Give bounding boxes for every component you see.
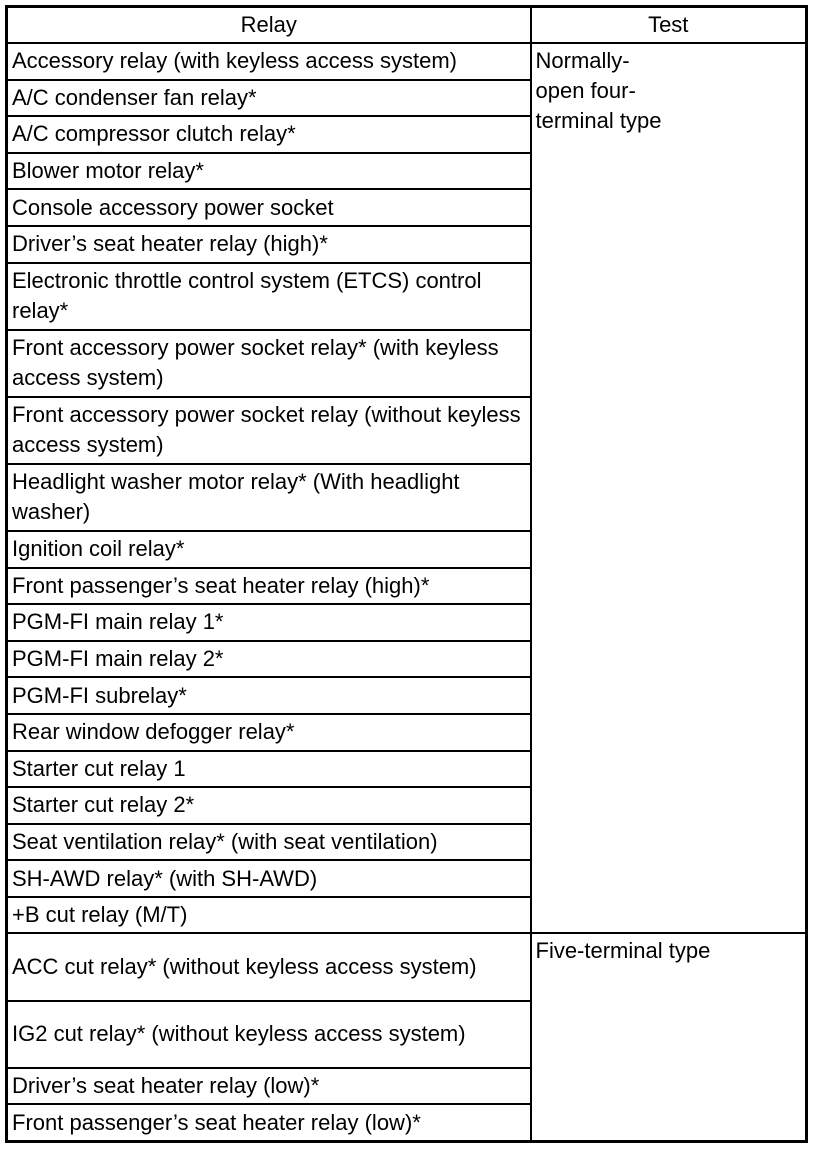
- relay-cell: Console accessory power socket: [7, 189, 531, 226]
- relay-cell: Electronic throttle control system (ETCS) control relay*: [7, 263, 531, 330]
- relay-cell: PGM-FI subrelay*: [7, 677, 531, 714]
- relay-cell: Starter cut relay 2*: [7, 787, 531, 824]
- relay-cell: Front passenger’s seat heater relay (high)*: [7, 568, 531, 605]
- relay-cell: Ignition coil relay*: [7, 531, 531, 568]
- table-row: [7, 933, 807, 1000]
- relay-cell: Seat ventilation relay* (with seat ventilation): [7, 824, 531, 861]
- relay-cell: Blower motor relay*: [7, 153, 531, 190]
- relay-test-table: [5, 5, 808, 1143]
- relay-cell: Front accessory power socket relay (without keyless access system): [7, 397, 531, 464]
- relay-cell: +B cut relay (M/T): [7, 897, 531, 934]
- relay-cell: IG2 cut relay* (without keyless access system): [7, 1001, 531, 1068]
- relay-cell: A/C condenser fan relay*: [7, 80, 531, 117]
- test-type-cell: [531, 933, 807, 1141]
- relay-cell: PGM-FI main relay 1*: [7, 604, 531, 641]
- relay-cell: SH-AWD relay* (with SH-AWD): [7, 860, 531, 897]
- test-type-cell: [531, 43, 807, 933]
- table-body: [7, 43, 807, 1142]
- relay-cell: Driver’s seat heater relay (low)*: [7, 1068, 531, 1105]
- table-row: [7, 43, 807, 80]
- relay-cell: Front passenger’s seat heater relay (low)*: [7, 1104, 531, 1141]
- test-type-label: Normally- open four- terminal type: [535, 48, 662, 133]
- relay-cell: PGM-FI main relay 2*: [7, 641, 531, 678]
- header-row: [7, 7, 807, 44]
- relay-cell: Accessory relay (with keyless access system): [7, 43, 531, 80]
- header-relay: Relay: [7, 7, 531, 44]
- test-type-label: Five-terminal type: [535, 938, 711, 964]
- header-test: Test: [531, 7, 807, 44]
- relay-cell: Rear window defogger relay*: [7, 714, 531, 751]
- relay-cell: Headlight washer motor relay* (With headlight washer): [7, 464, 531, 531]
- relay-cell: Starter cut relay 1: [7, 751, 531, 788]
- relay-cell: A/C compressor clutch relay*: [7, 116, 531, 153]
- relay-cell: Driver’s seat heater relay (high)*: [7, 226, 531, 263]
- relay-cell: ACC cut relay* (without keyless access system): [7, 933, 531, 1000]
- relay-cell: Front accessory power socket relay* (with keyless access system): [7, 330, 531, 397]
